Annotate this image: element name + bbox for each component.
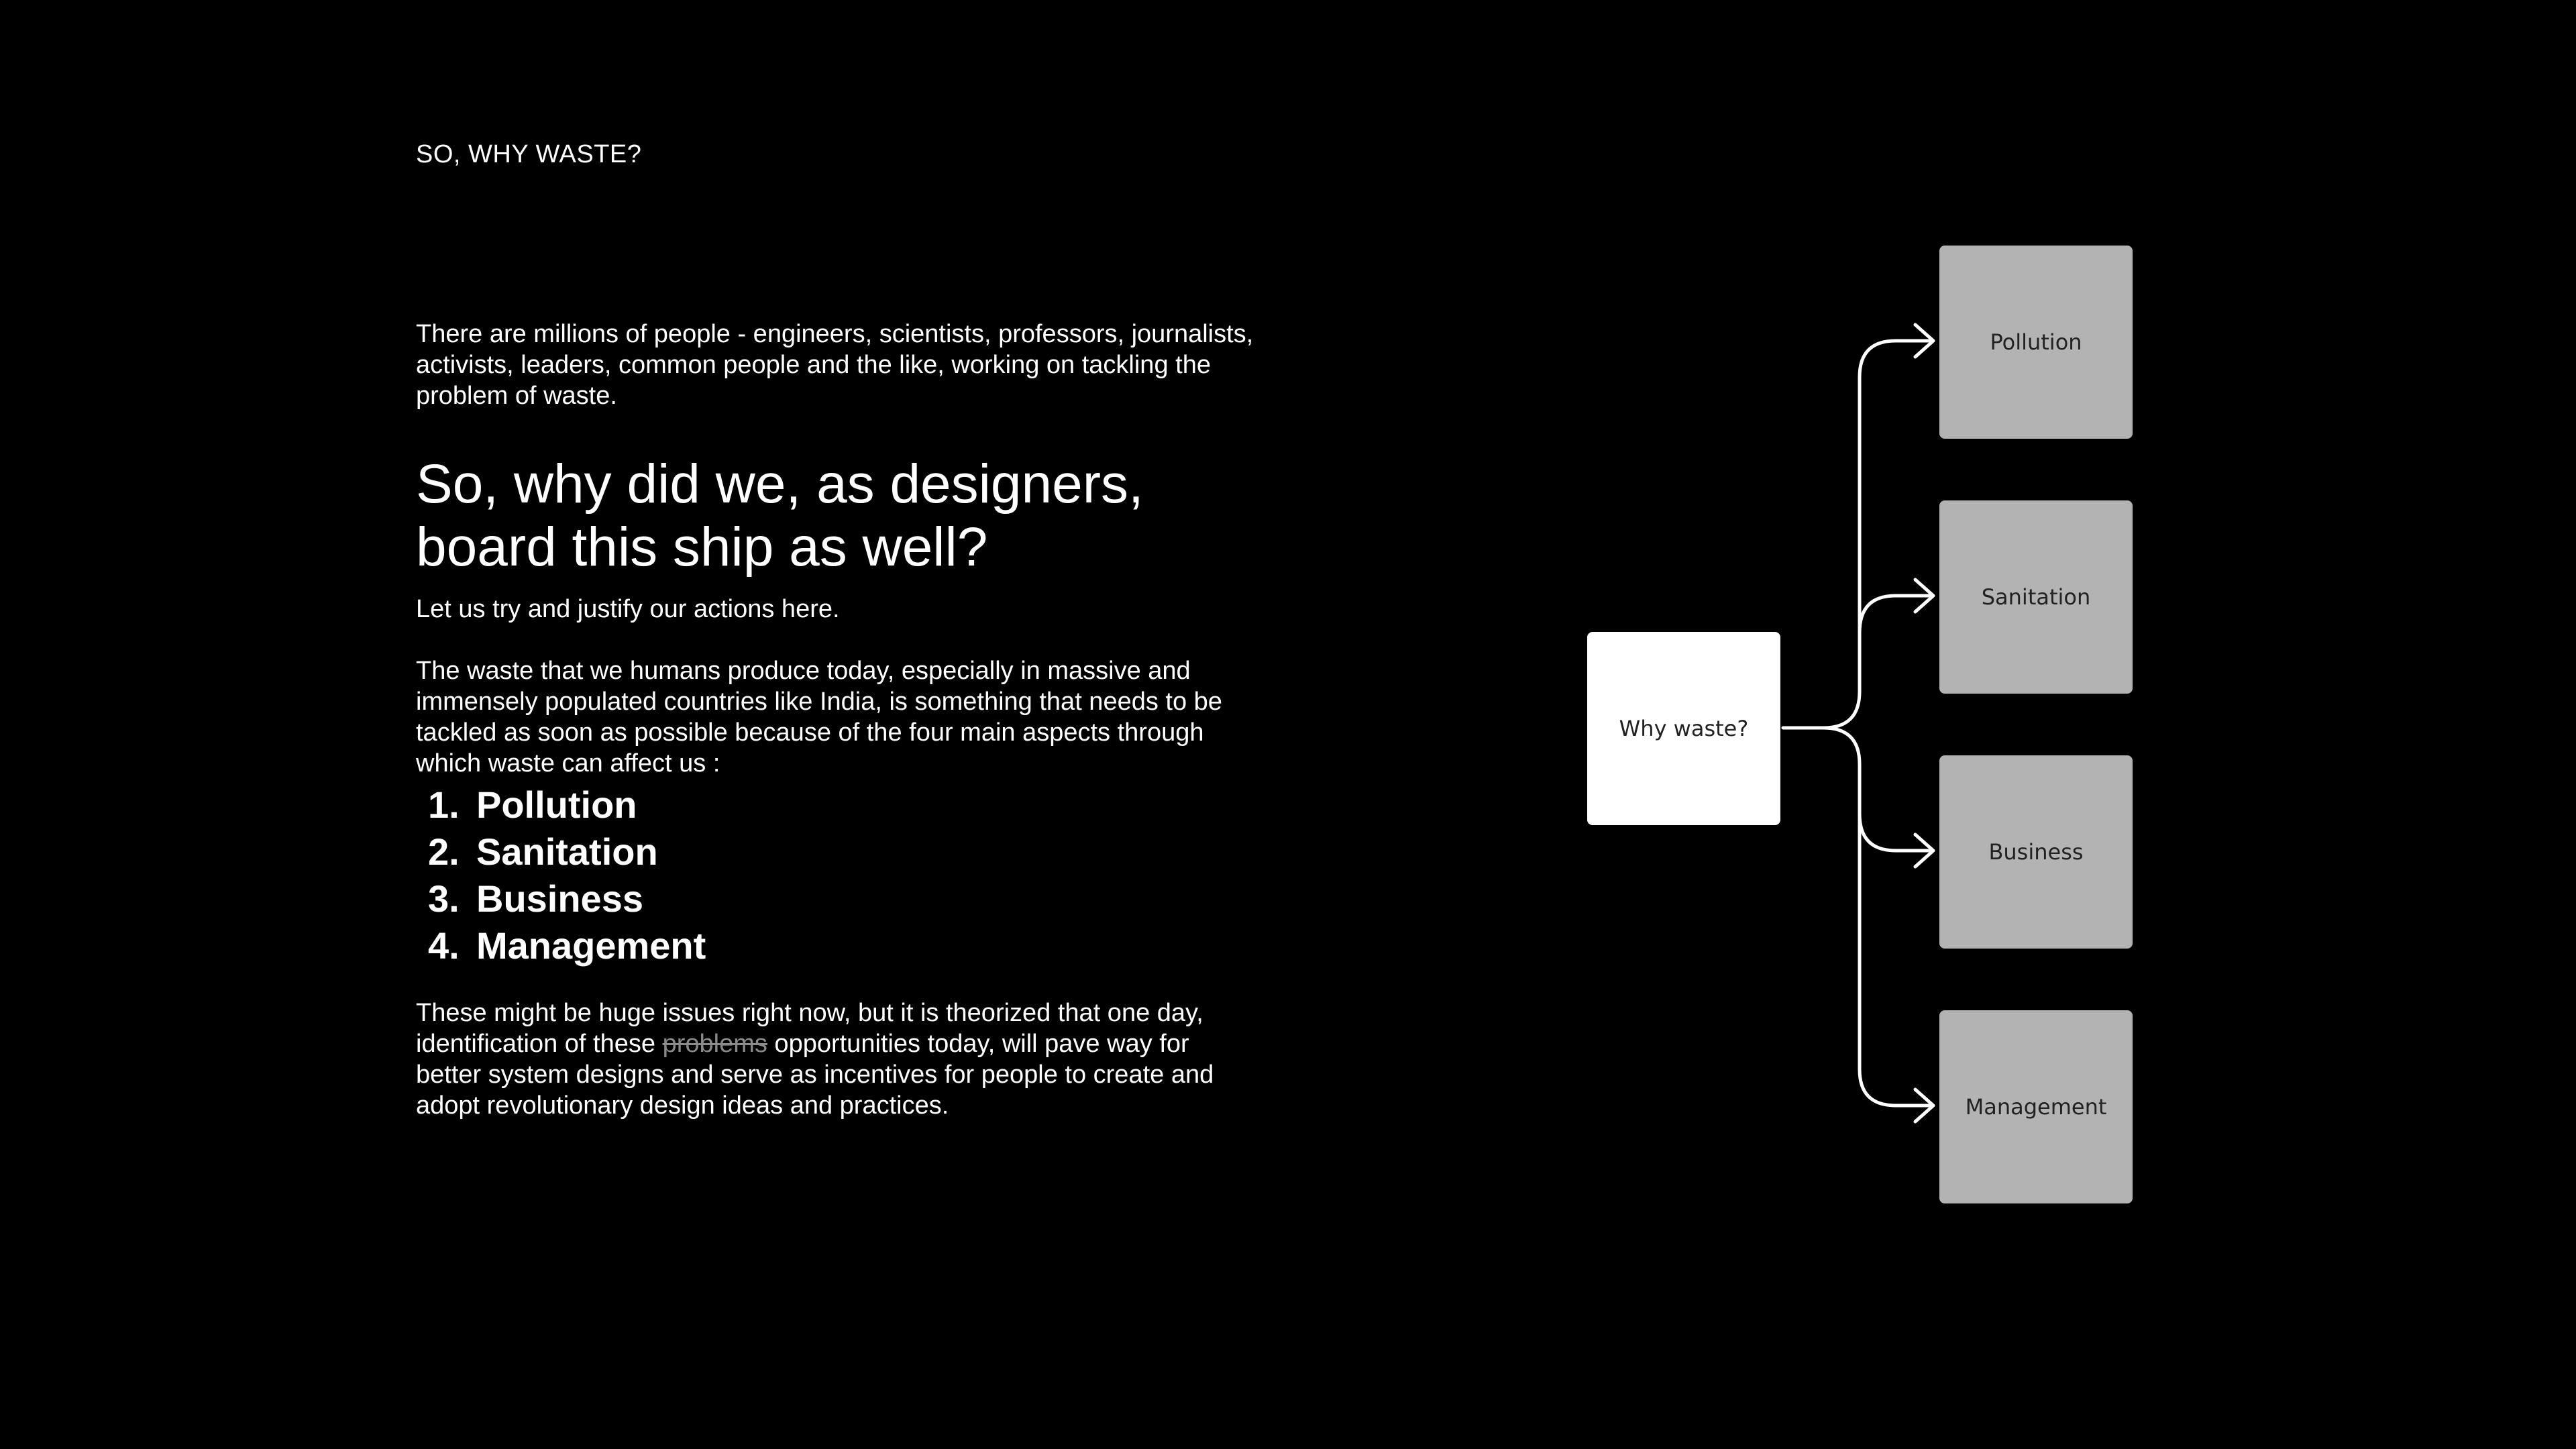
heading-line-1: So, why did we, as designers,: [416, 453, 1144, 515]
aspect-number: 1.: [428, 784, 460, 826]
aspect-number: 3.: [428, 877, 460, 920]
root-node-label: Why waste?: [1619, 716, 1749, 741]
closing-text-start: These might be huge issues right now, but it is theorized that one day, identification of these: [416, 999, 1203, 1058]
heading-line-2: board this ship as well?: [416, 517, 988, 578]
aspect-label: Pollution: [476, 784, 637, 826]
aspect-label: Business: [476, 877, 643, 920]
child-node-label: Pollution: [1990, 329, 2082, 355]
intro-paragraph: There are millions of people - engineers, scientists, professors, journalists, activists, leaders, common people and the like, working on tackling the problem of waste.: [416, 320, 1254, 410]
child-node-management: [1939, 1010, 2133, 1203]
child-node-label: Business: [1988, 839, 2084, 865]
child-node-pollution: [1939, 246, 2133, 439]
closing-text-end: opportunities today, will pave way for better system designs and serve as incentives for people to create and adopt revolutionary design ideas and practices.: [416, 1030, 1214, 1120]
body-paragraph: The waste that we humans produce today, especially in massive and immensely populated countries like India, is something that needs to be tackled as soon as possible because of the four main aspects through which waste can affect us :: [416, 657, 1222, 777]
aspect-number: 4.: [428, 924, 460, 967]
connector-branch-business: [1823, 728, 1932, 851]
aspect-label: Management: [476, 924, 706, 967]
root-node: [1587, 632, 1780, 825]
child-node-sanitation: [1939, 500, 2133, 694]
section-label: SO, WHY WASTE?: [416, 140, 642, 168]
lead-paragraph: Let us try and justify our actions here.: [416, 595, 840, 623]
child-node-business: [1939, 755, 2133, 949]
connector-trunk: [1783, 341, 1932, 728]
connector-branch-management: [1860, 814, 1932, 1106]
aspect-number: 2.: [428, 830, 460, 873]
aspect-label: Sanitation: [476, 830, 658, 873]
child-node-label: Management: [1965, 1094, 2107, 1120]
connector-branch-sanitation: [1860, 596, 1932, 633]
child-node-label: Sanitation: [1981, 584, 2091, 610]
struck-word: problems: [662, 1030, 767, 1058]
